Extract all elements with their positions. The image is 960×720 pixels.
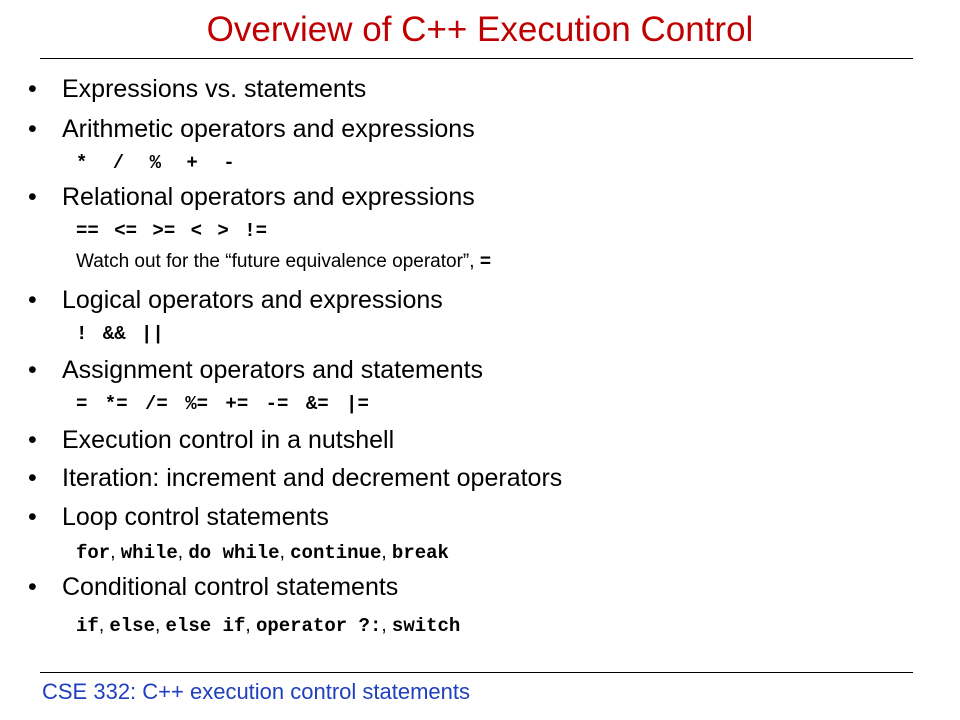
bullet-dot: • — [28, 356, 37, 384]
bullet-item — [28, 424, 394, 456]
footer-divider — [40, 672, 913, 673]
keyword: continue — [290, 542, 382, 564]
bullet-item — [28, 571, 398, 603]
bullet-dot: • — [28, 426, 37, 454]
bullet-item — [28, 354, 483, 386]
bullet-item — [28, 73, 366, 105]
keyword: break — [391, 542, 449, 564]
bullet-item — [28, 181, 475, 213]
bullet-text: Assignment operators and statements — [62, 356, 484, 384]
bullet-text: Relational operators and expressions — [62, 183, 475, 211]
relational-note-text: Watch out for the “future equivalence operator”, — [76, 251, 475, 272]
keyword: while — [120, 542, 178, 564]
keyword: for — [76, 542, 111, 564]
conditional-keywords — [76, 613, 460, 639]
bullet-item — [28, 284, 443, 316]
bullet-item — [28, 462, 562, 494]
bullet-dot: • — [28, 573, 37, 601]
bullet-text: Logical operators and expressions — [62, 286, 443, 314]
bullet-text: Loop control statements — [62, 503, 329, 531]
bullet-text: Expressions vs. statements — [62, 75, 367, 103]
bullet-dot: • — [28, 503, 37, 531]
relational-operators: == <= >= < > != — [76, 220, 268, 242]
separator: , — [381, 542, 392, 563]
bullet-text: Execution control in a nutshell — [62, 426, 395, 454]
bullet-dot: • — [28, 286, 37, 314]
keyword: if — [76, 615, 99, 637]
bullet-text: Conditional control statements — [62, 573, 399, 601]
bullet-dot: • — [28, 464, 37, 492]
separator: , — [154, 615, 166, 636]
bullet-dot: • — [28, 75, 37, 103]
slide-title: Overview of C++ Execution Control — [206, 10, 754, 49]
loop-keywords — [76, 540, 449, 566]
keyword: else — [109, 615, 155, 637]
assignment-operators: = *= /= %= += -= &= |= — [76, 393, 369, 415]
bullet-dot: • — [28, 115, 37, 143]
keyword: else if — [165, 615, 246, 637]
bullet-item — [28, 501, 329, 533]
separator: , — [381, 615, 392, 636]
separator: , — [98, 615, 110, 636]
logical-operators: ! && || — [76, 323, 164, 345]
bullet-text: Iteration: increment and decrement operators — [62, 464, 563, 492]
bullet-item — [28, 113, 475, 145]
separator: , — [245, 615, 256, 636]
slide-footer: CSE 332: C++ execution control statements — [42, 679, 471, 704]
separator: , — [110, 542, 121, 563]
keyword: switch — [391, 615, 461, 637]
bullet-text: Arithmetic operators and expressions — [62, 115, 475, 143]
relational-note — [76, 249, 491, 275]
keyword: operator ?: — [255, 615, 382, 637]
keyword: do while — [188, 542, 280, 564]
equivalence-operator: = — [479, 251, 492, 273]
title-divider — [40, 58, 913, 59]
bullet-dot: • — [28, 183, 37, 211]
arithmetic-operators: * / % + - — [76, 152, 235, 174]
separator: , — [177, 542, 189, 563]
separator: , — [279, 542, 291, 563]
